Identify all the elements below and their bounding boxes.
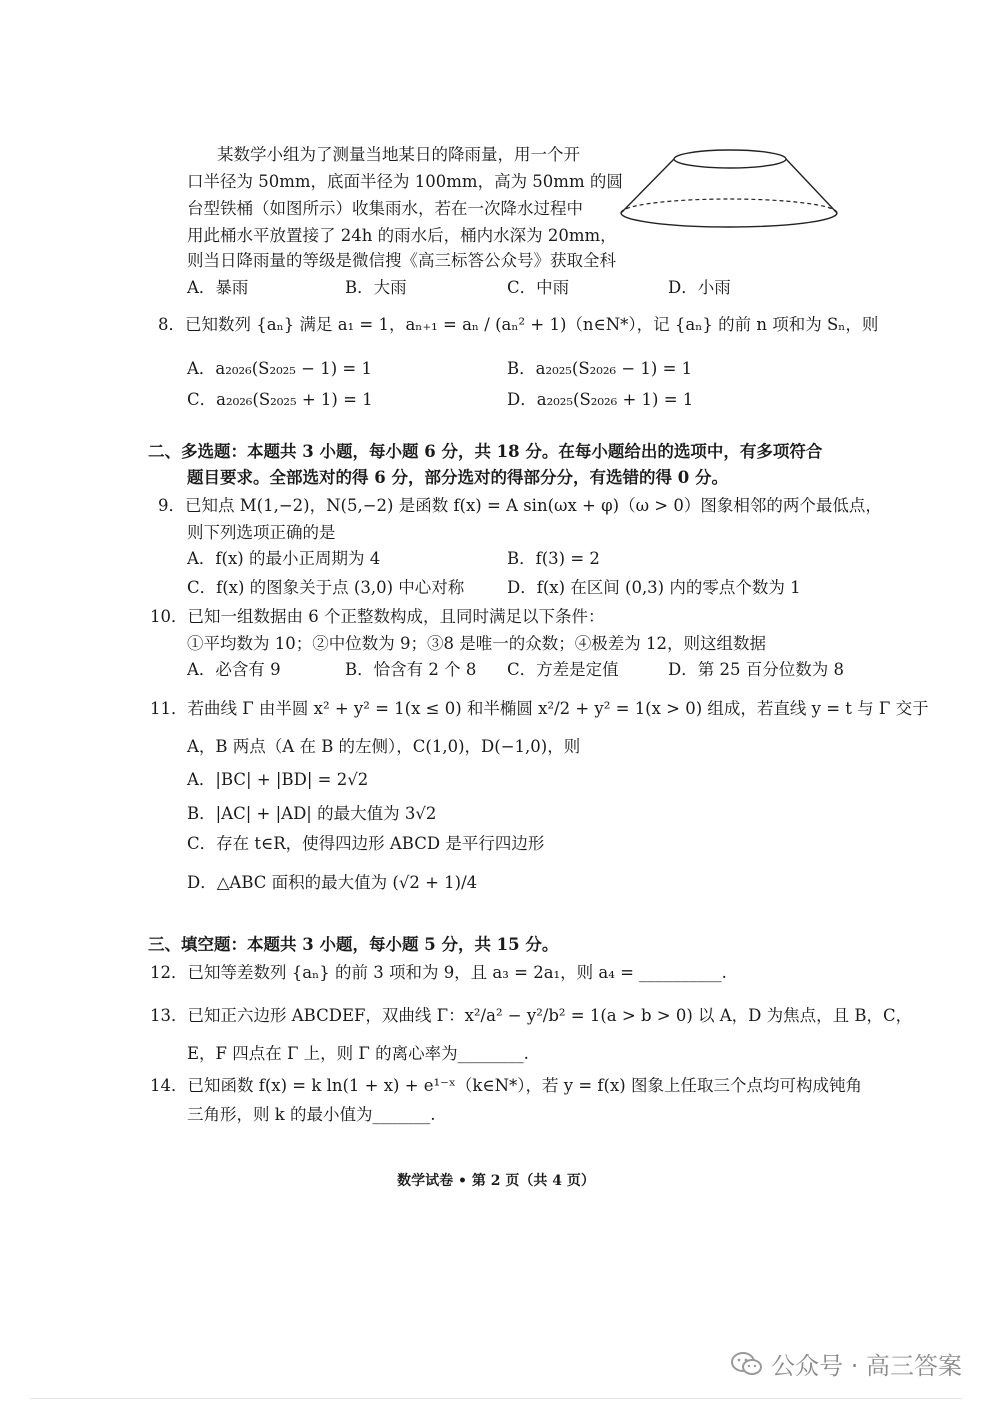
- q13-line-1: 13．已知正六边形 ABCDEF，双曲线 Γ：x²/a² − y²/b² = 1(a > b > 0) 以 A，D 为焦点，且 B，C，: [150, 1006, 913, 1025]
- q10-option-a: A．必含有 9: [187, 660, 281, 679]
- q11-option-c: C．存在 t∈R，使得四边形 ABCD 是平行四边形: [187, 834, 545, 853]
- q8-option-d: D．a₂₀₂₅(S₂₀₂₆ + 1) = 1: [507, 390, 694, 409]
- section3-heading: 三、填空题：本题共 3 小题，每小题 5 分，共 15 分。: [148, 935, 559, 954]
- q11-option-b: B．|AC| + |AD| 的最大值为 3√2: [187, 804, 437, 823]
- q7-option-a: A．暴雨: [187, 278, 249, 297]
- q10-option-d: D．第 25 百分位数为 8: [668, 660, 844, 679]
- q8-option-b: B．a₂₀₂₅(S₂₀₂₆ − 1) = 1: [507, 359, 693, 378]
- q7-option-b: B．大雨: [345, 278, 407, 297]
- q11-line-1: 11．若曲线 Γ 由半圆 x² + y² = 1(x ≤ 0) 和半椭圆 x²/2 + y² = 1(x > 0) 组成，若直线 y = t 与 Γ 交于: [150, 699, 929, 718]
- bottom-divider: [30, 1398, 962, 1399]
- q7-line-1: 某数学小组为了测量当地某日的降雨量，用一个开: [217, 145, 580, 164]
- q14-line-1: 14．已知函数 f(x) = k ln(1 + x) + e¹⁻ˣ（k∈N*），若 y = f(x) 图象上任取三个点均可构成钝角: [150, 1076, 862, 1095]
- q13-line-2: E，F 四点在 Γ 上，则 Γ 的离心率为________.: [187, 1044, 529, 1063]
- q9-option-a: A．f(x) 的最小正周期为 4: [187, 549, 381, 568]
- q9-option-c: C．f(x) 的图象关于点 (3,0) 中心对称: [187, 578, 465, 597]
- wechat-icon: [731, 1351, 763, 1377]
- frustum-bucket-figure: [618, 146, 840, 240]
- q12-stem: 12．已知等差数列 {aₙ} 的前 3 项和为 9，且 a₃ = 2a₁，则 a₄ = __________.: [150, 963, 727, 982]
- q14-line-2: 三角形，则 k 的最小值为_______.: [187, 1105, 436, 1124]
- q10-option-b: B．恰含有 2 个 8: [345, 660, 477, 679]
- q9-line-1: 9．已知点 M(1,−2)，N(5,−2) 是函数 f(x) = A sin(ωx + φ)（ω > 0）图象相邻的两个最低点，: [158, 496, 882, 515]
- q7-option-c: C．中雨: [507, 278, 570, 297]
- watermark: [731, 1346, 962, 1381]
- q7-line-4: 用此桶水平放置接了 24h 的雨水后，桶内水深为 20mm，: [187, 226, 617, 245]
- q7-line-3: 台型铁桶（如图所示）收集雨水，若在一次降水过程中: [187, 199, 583, 218]
- q10-line-1: 10．已知一组数据由 6 个正整数构成，且同时满足以下条件：: [150, 607, 605, 626]
- q8-option-a: A．a₂₀₂₆(S₂₀₂₅ − 1) = 1: [187, 359, 372, 378]
- watermark-text: 公众号 · 高三答案: [771, 1352, 962, 1380]
- q10-line-2: ①平均数为 10；②中位数为 9；③8 是唯一的众数；④极差为 12，则这组数据: [187, 634, 766, 653]
- q8-stem: 8．已知数列 {aₙ} 满足 a₁ = 1，aₙ₊₁ = aₙ / (aₙ² + 1)（n∈N*），记 {aₙ} 的前 n 项和为 Sₙ，则: [158, 315, 879, 334]
- page-footer: 数学试卷 • 第 2 页（共 4 页）: [397, 1173, 595, 1189]
- q7-line-5: 则当日降雨量的等级是微信搜《高三标答公众号》获取全科: [187, 251, 616, 270]
- section2-heading-cont: 题目要求。全部选对的得 6 分，部分选对的得部分分，有选错的得 0 分。: [187, 468, 728, 487]
- q9-line-2: 则下列选项正确的是: [187, 523, 336, 542]
- q7-option-d: D．小雨: [668, 278, 731, 297]
- q11-line-2: A，B 两点（A 在 B 的左侧），C(1,0)，D(−1,0)，则: [187, 737, 581, 756]
- q9-option-b: B．f(3) = 2: [507, 549, 600, 568]
- q10-option-c: C．方差是定值: [507, 660, 619, 679]
- q11-option-a: A．|BC| + |BD| = 2√2: [187, 770, 369, 789]
- q9-option-d: D．f(x) 在区间 (0,3) 内的零点个数为 1: [507, 578, 801, 597]
- q7-line-2: 口半径为 50mm，底面半径为 100mm，高为 50mm 的圆: [187, 172, 623, 191]
- q11-option-d: D．△ABC 面积的最大值为 (√2 + 1)/4: [187, 873, 478, 892]
- section2-heading: 二、多选题：本题共 3 小题，每小题 6 分，共 18 分。在每小题给出的选项中，有多项符合: [148, 442, 823, 461]
- q8-option-c: C．a₂₀₂₆(S₂₀₂₅ + 1) = 1: [187, 390, 373, 409]
